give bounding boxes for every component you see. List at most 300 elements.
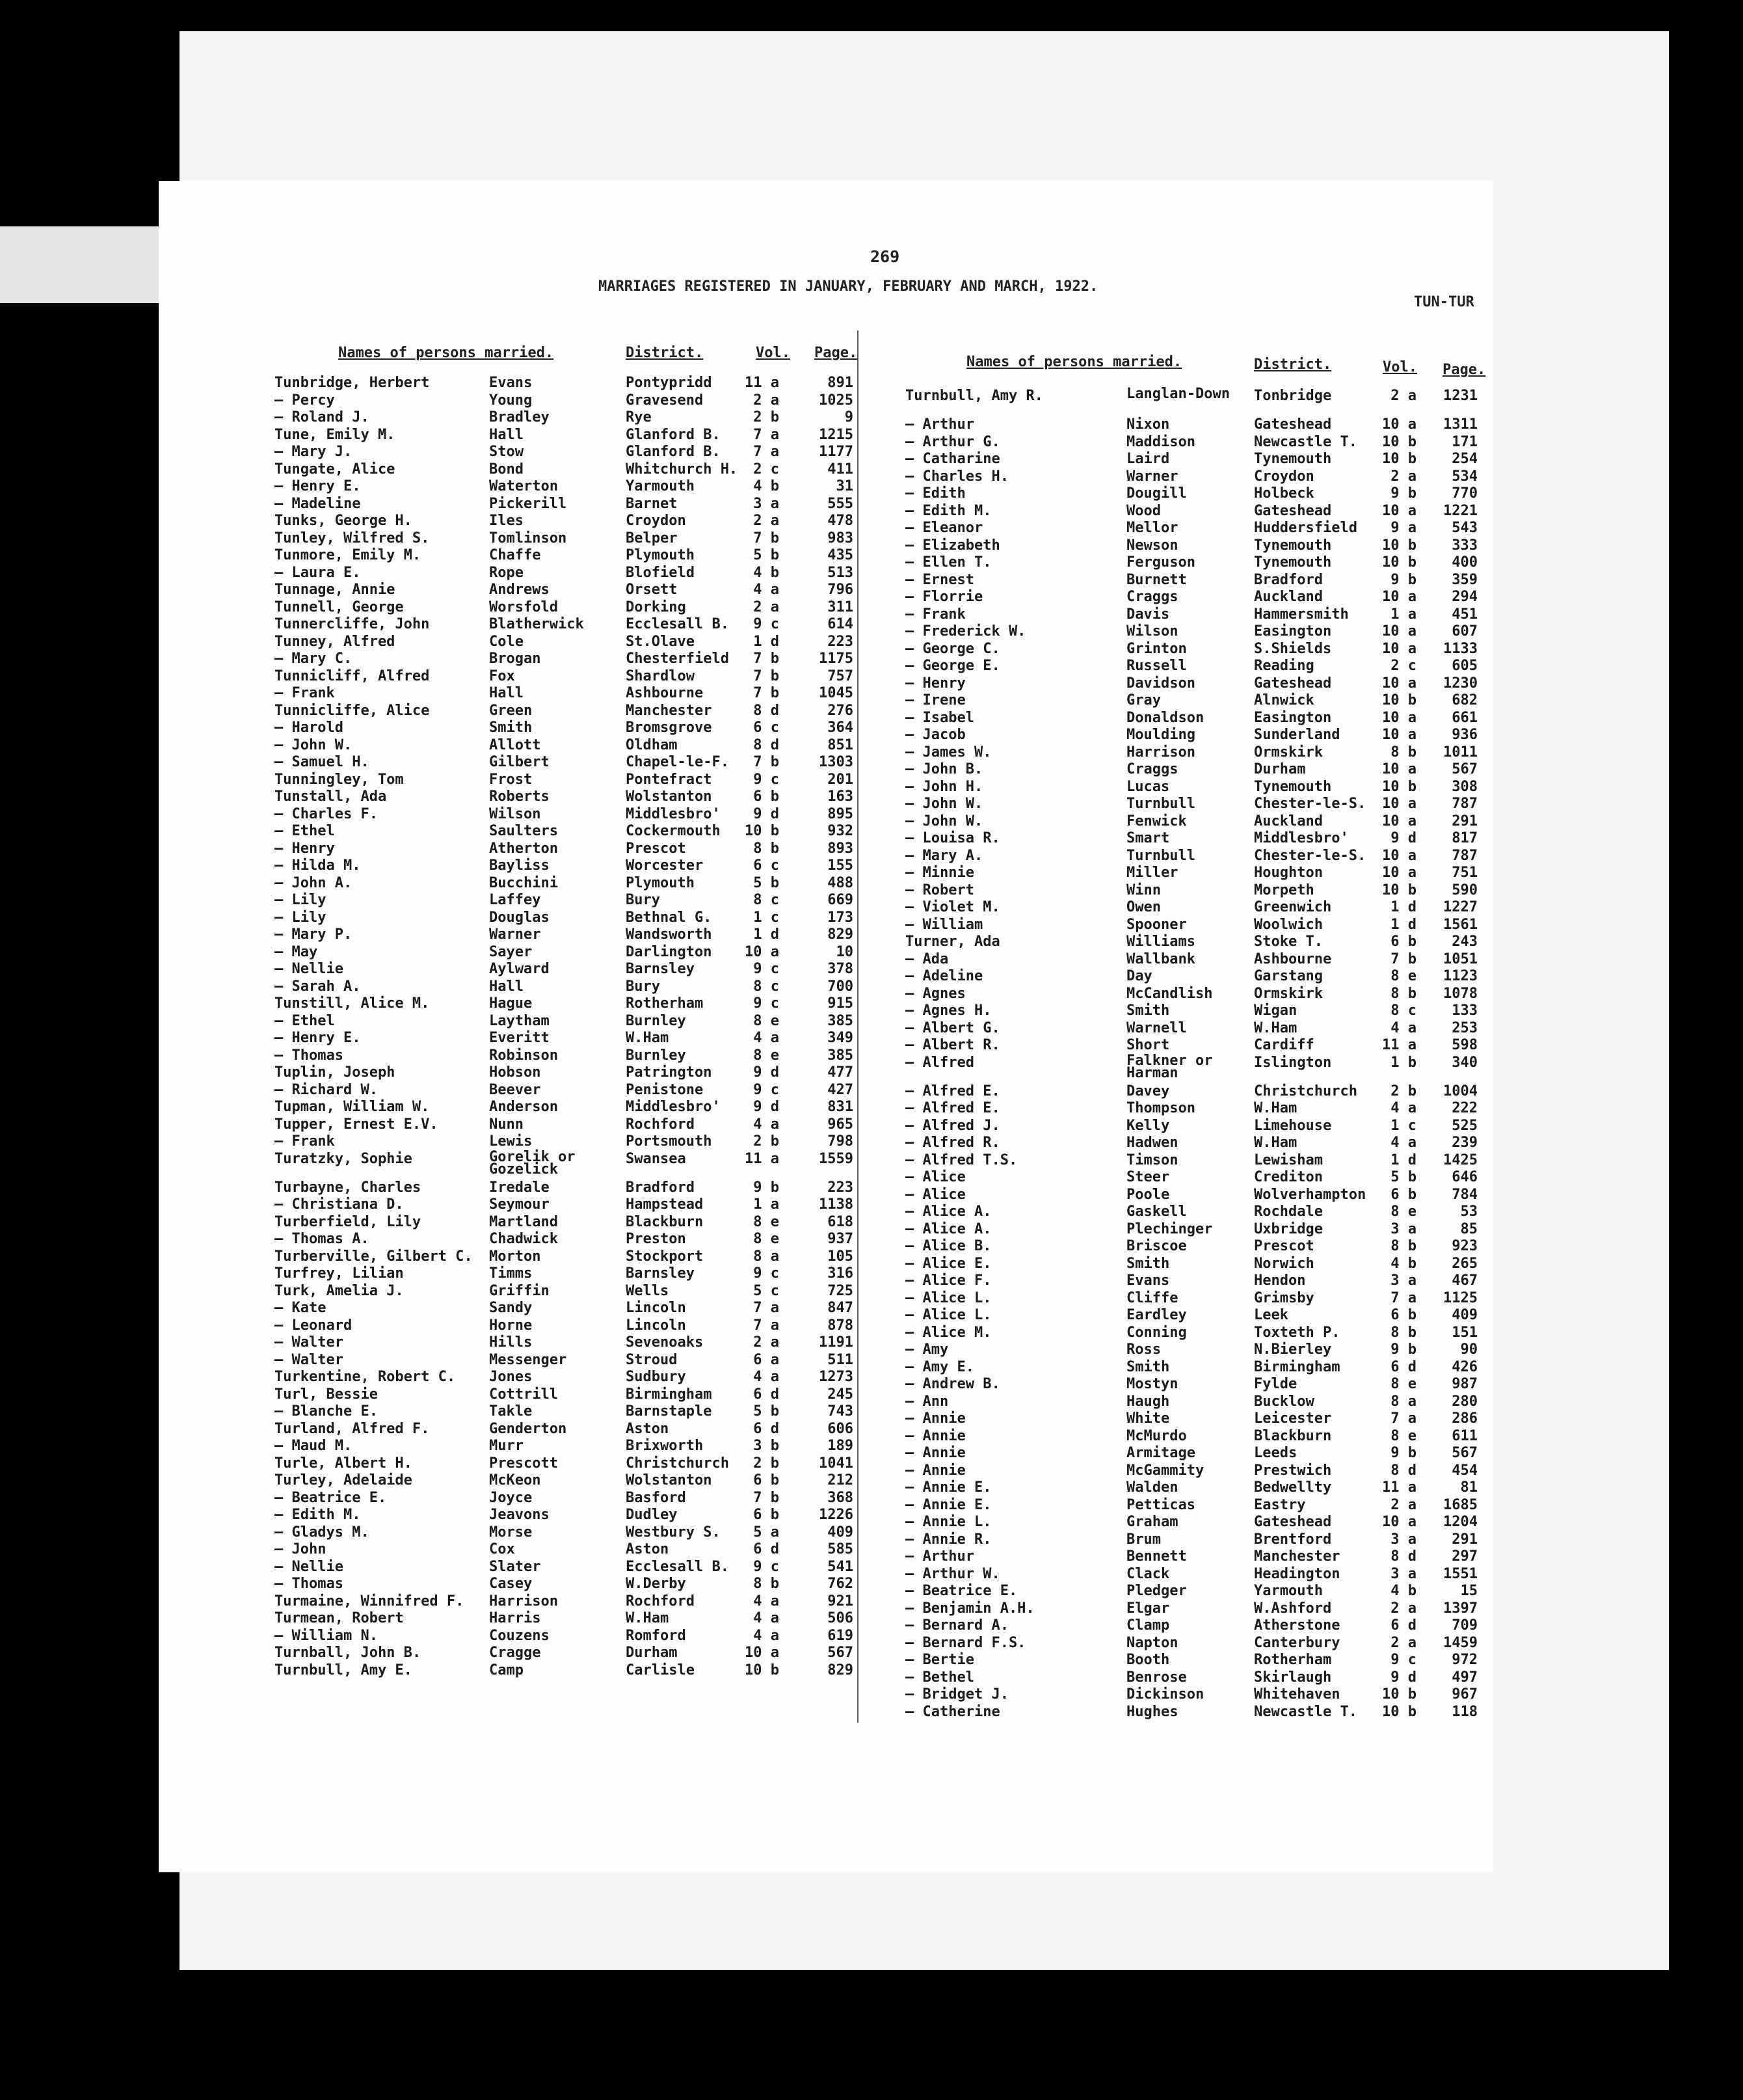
entry-spouse: Frost xyxy=(489,771,533,788)
entry-vol: 2 a xyxy=(1390,388,1417,404)
entry-name: — Mary A. xyxy=(905,847,983,864)
entry-page: 340 xyxy=(1452,1054,1478,1071)
entry-vol: 8 c xyxy=(1390,1003,1417,1019)
entry-vol: 1 d xyxy=(753,926,779,943)
entry-row xyxy=(905,520,1491,537)
entry-page: 611 xyxy=(1452,1427,1478,1444)
entry-name: Tunbridge, Herbert xyxy=(274,375,430,391)
entry-spouse: Casey xyxy=(489,1576,533,1592)
entry-vol: 10 a xyxy=(1382,416,1417,433)
entry-spouse: Smith xyxy=(489,720,533,736)
entry-name: — Alfred E. xyxy=(905,1100,1000,1116)
entry-row xyxy=(274,1662,860,1680)
entry-vol: 7 b xyxy=(1390,950,1417,967)
entry-row xyxy=(905,968,1491,986)
entry-name: — Isabel xyxy=(905,709,974,726)
entry-page: 1123 xyxy=(1443,968,1478,984)
entry-district: Prescot xyxy=(626,840,686,857)
entry-row xyxy=(905,1548,1491,1566)
entry-row xyxy=(274,1645,860,1662)
entry-row xyxy=(905,1083,1491,1101)
entry-row xyxy=(274,1490,860,1507)
entry-vol: 1 a xyxy=(1390,606,1417,623)
entry-page: 525 xyxy=(1452,1117,1478,1134)
entry-name: — Alice M. xyxy=(905,1324,992,1341)
right-entries xyxy=(905,388,1491,1721)
entry-name: Tunstall, Ada xyxy=(274,788,387,805)
entry-vol: 8 b xyxy=(753,840,779,857)
entry-district: Limehouse xyxy=(1254,1117,1332,1134)
entry-spouse: Allott xyxy=(489,736,541,753)
entry-district: Swansea xyxy=(626,1150,686,1167)
entry-row xyxy=(905,727,1491,744)
entry-row xyxy=(905,882,1491,900)
entry-spouse: Mellor xyxy=(1126,520,1178,536)
entry-vol: 4 a xyxy=(753,1030,779,1046)
entry-vol: 2 b xyxy=(753,1133,779,1150)
entry-row xyxy=(274,1133,860,1151)
entry-row xyxy=(274,496,860,513)
entry-spouse: Gilbert xyxy=(489,754,550,770)
entry-district: Plymouth xyxy=(626,874,695,891)
entry-spouse: Booth xyxy=(1126,1652,1170,1668)
entry-spouse: Fox xyxy=(489,667,515,684)
entry-vol: 10 b xyxy=(1382,778,1417,795)
entry-row xyxy=(274,909,860,927)
entry-name: Turnbull, Amy R. xyxy=(905,388,1043,404)
entry-vol: 5 b xyxy=(1390,1169,1417,1185)
entry-spouse: Wallbank xyxy=(1126,950,1195,967)
entry-spouse: Davidson xyxy=(1126,675,1195,692)
entry-row xyxy=(274,582,860,599)
entry-district: Crediton xyxy=(1254,1169,1323,1185)
entry-row xyxy=(274,1013,860,1030)
entry-vol: 6 d xyxy=(753,1420,779,1437)
entry-page: 477 xyxy=(827,1064,853,1081)
entry-spouse: Elgar xyxy=(1126,1600,1170,1617)
entry-district: Stockport xyxy=(626,1248,704,1265)
entry-spouse: Hall xyxy=(489,978,524,995)
entry-spouse: Martland xyxy=(489,1213,558,1230)
entry-page: 409 xyxy=(827,1524,853,1541)
entry-vol: 10 b xyxy=(1382,692,1417,708)
entry-name: Tune, Emily M. xyxy=(274,426,395,443)
entry-vol: 11 a xyxy=(745,1150,779,1167)
entry-row xyxy=(274,772,860,789)
entry-name: — Lily xyxy=(274,909,326,926)
entry-district: Auckland xyxy=(1254,589,1323,605)
entry-district: Ormskirk xyxy=(1254,744,1323,761)
entry-name: — Annie L. xyxy=(905,1514,992,1530)
entry-name: — Frank xyxy=(274,685,335,701)
entry-spouse: Clack xyxy=(1126,1565,1170,1582)
entry-row xyxy=(905,1635,1491,1652)
entry-row xyxy=(274,1334,860,1352)
entry-name: Turner, Ada xyxy=(905,934,1000,950)
entry-page: 223 xyxy=(827,1179,853,1196)
entry-page: 291 xyxy=(1452,1531,1478,1548)
entry-spouse: Evans xyxy=(489,375,533,391)
entry-vol: 11 a xyxy=(745,375,779,391)
entry-row xyxy=(274,1082,860,1099)
entry-page: 311 xyxy=(827,599,853,615)
entry-spouse: McKeon xyxy=(489,1472,541,1488)
entry-vol: 7 a xyxy=(753,426,779,443)
entry-district: Bucklow xyxy=(1254,1393,1314,1410)
entry-district: Patrington xyxy=(626,1064,712,1081)
entry-row xyxy=(905,1704,1491,1721)
entry-row xyxy=(905,1152,1491,1170)
entry-page: 967 xyxy=(1452,1686,1478,1703)
entry-page: 605 xyxy=(1452,658,1478,674)
entry-name: — Irene xyxy=(905,692,966,708)
entry-vol: 8 a xyxy=(753,1248,779,1265)
entry-district: Eastry xyxy=(1254,1496,1306,1513)
entry-vol: 9 c xyxy=(1390,1652,1417,1668)
entry-vol: 8 e xyxy=(753,1231,779,1247)
entry-row xyxy=(905,1445,1491,1462)
entry-page: 1025 xyxy=(819,392,853,409)
entry-row xyxy=(274,1386,860,1404)
entry-name: — Leonard xyxy=(274,1317,353,1334)
entry-page: 618 xyxy=(827,1213,853,1230)
entry-row xyxy=(905,848,1491,865)
entry-district: Newcastle T. xyxy=(1254,433,1357,450)
entry-spouse: Green xyxy=(489,702,533,719)
entry-row xyxy=(274,1576,860,1593)
entry-spouse: Andrews xyxy=(489,582,550,598)
entry-name: — Alfred xyxy=(905,1054,974,1071)
entry-vol: 7 b xyxy=(753,754,779,770)
entry-name: — Edith M. xyxy=(274,1507,361,1523)
entry-page: 891 xyxy=(827,375,853,391)
entry-district: Burnley xyxy=(626,1047,686,1064)
entry-spouse: Clamp xyxy=(1126,1617,1170,1634)
entry-district: Brentford xyxy=(1254,1531,1332,1548)
entry-page: 488 xyxy=(827,874,853,891)
entry-name: — John W. xyxy=(274,736,353,753)
entry-row xyxy=(274,616,860,634)
entry-spouse: Graham xyxy=(1126,1514,1178,1530)
entry-name: — Albert G. xyxy=(905,1019,1000,1036)
entry-row xyxy=(905,951,1491,969)
entry-name: — Kate xyxy=(274,1300,326,1316)
entry-row xyxy=(905,1187,1491,1204)
entry-page: 151 xyxy=(1452,1324,1478,1341)
entry-page: 646 xyxy=(1452,1169,1478,1185)
entry-row xyxy=(905,692,1491,710)
right-header-vol: Vol. xyxy=(1383,359,1417,375)
entry-row xyxy=(905,1307,1491,1325)
entry-row xyxy=(274,841,860,858)
entry-row xyxy=(274,788,860,806)
entry-row xyxy=(905,572,1491,589)
entry-name: — Edith xyxy=(905,485,966,502)
left-header-district: District. xyxy=(626,345,704,361)
entry-name: — Frederick W. xyxy=(905,623,1026,639)
entry-spouse: Griffin xyxy=(489,1282,550,1299)
entry-district: Gateshead xyxy=(1254,1514,1332,1530)
entry-row xyxy=(274,961,860,978)
entry-name: — Agnes H. xyxy=(905,1003,992,1019)
entry-name: — John W. xyxy=(905,813,983,829)
entry-spouse: Messenger xyxy=(489,1351,567,1368)
entry-district: Barnet xyxy=(626,495,678,512)
entry-row xyxy=(905,1169,1491,1187)
entry-spouse: Turnbull xyxy=(1126,796,1195,812)
entry-district: W.Ham xyxy=(1254,1019,1297,1036)
entry-vol: 10 b xyxy=(745,1662,779,1678)
entry-name: — Amy E. xyxy=(905,1358,974,1375)
entry-district: Gateshead xyxy=(1254,675,1332,692)
entry-name: — Mary P. xyxy=(274,926,353,943)
entry-name: — George C. xyxy=(905,640,1000,657)
entry-spouse: Miller xyxy=(1126,865,1178,881)
entry-name: — William N. xyxy=(274,1627,378,1644)
entry-district: W.Derby xyxy=(626,1576,686,1592)
entry-vol: 10 a xyxy=(1382,813,1417,829)
entry-name: — Alice A. xyxy=(905,1220,992,1237)
entry-vol: 9 b xyxy=(1390,571,1417,588)
page-number: 269 xyxy=(870,247,900,266)
entry-district: Blackburn xyxy=(1254,1427,1332,1444)
entry-row xyxy=(274,1179,860,1197)
entry-row xyxy=(905,1497,1491,1514)
entry-district: Preston xyxy=(626,1231,686,1247)
entry-row xyxy=(274,754,860,772)
entry-name: — Mary J. xyxy=(274,444,353,460)
entry-district: Bury xyxy=(626,892,660,908)
entry-district: Oldham xyxy=(626,736,678,753)
entry-page: 333 xyxy=(1452,537,1478,554)
entry-page: 796 xyxy=(827,582,853,598)
entry-name: Turland, Alfred F. xyxy=(274,1420,430,1437)
entry-vol: 6 b xyxy=(1390,1186,1417,1203)
entry-district: Croydon xyxy=(626,513,686,529)
entry-page: 385 xyxy=(827,1047,853,1064)
entry-spouse: Thompson xyxy=(1126,1100,1195,1116)
entry-spouse: Owen xyxy=(1126,899,1161,915)
entry-vol: 2 a xyxy=(753,392,779,409)
entry-spouse: Sayer xyxy=(489,943,533,960)
entry-spouse: Stow xyxy=(489,444,524,460)
entry-page: 831 xyxy=(827,1099,853,1115)
entry-page: 757 xyxy=(827,667,853,684)
entry-name: — Catharine xyxy=(905,451,1000,467)
entry-spouse: Hall xyxy=(489,685,524,701)
entry-page: 378 xyxy=(827,961,853,977)
entry-page: 725 xyxy=(827,1282,853,1299)
entry-row xyxy=(274,1403,860,1421)
entry-name: — George E. xyxy=(905,658,1000,674)
entry-page: 893 xyxy=(827,840,853,857)
entry-row xyxy=(274,1541,860,1559)
entry-spouse: Petticas xyxy=(1126,1496,1195,1513)
entry-row xyxy=(274,1524,860,1542)
entry-page: 368 xyxy=(827,1489,853,1506)
entry-spouse: Warner xyxy=(1126,468,1178,485)
entry-page: 817 xyxy=(1452,830,1478,846)
entry-page: 171 xyxy=(1452,433,1478,450)
entry-name: — Andrew B. xyxy=(905,1376,1000,1392)
entry-spouse: Cliffe xyxy=(1126,1289,1178,1306)
entry-page: 543 xyxy=(1452,520,1478,536)
entry-page: 895 xyxy=(827,805,853,822)
entry-spouse: Davis xyxy=(1126,606,1170,623)
entry-name: — Laura E. xyxy=(274,564,361,581)
entry-row xyxy=(905,623,1491,641)
entry-spouse: Warner xyxy=(489,926,541,943)
entry-vol: 9 c xyxy=(753,1265,779,1282)
entry-row xyxy=(274,375,860,392)
entry-page: 511 xyxy=(827,1351,853,1368)
entry-vol: 2 c xyxy=(753,461,779,478)
entry-page: 932 xyxy=(827,823,853,839)
entry-vol: 4 a xyxy=(753,1116,779,1133)
entry-vol: 9 c xyxy=(753,1558,779,1575)
entry-spouse: Timson xyxy=(1126,1151,1178,1168)
entry-row xyxy=(274,857,860,875)
entry-district: Wigan xyxy=(1254,1003,1297,1019)
entry-district: Chapel-le-F. xyxy=(626,754,729,770)
index-range: TUN-TUR xyxy=(1414,294,1474,310)
entry-page: 90 xyxy=(1460,1341,1478,1358)
right-header-district: District. xyxy=(1254,357,1332,373)
entry-page: 454 xyxy=(1452,1462,1478,1479)
entry-page: 851 xyxy=(827,736,853,753)
entry-district: Bury xyxy=(626,978,660,995)
entry-district: Skirlaugh xyxy=(1254,1669,1332,1686)
entry-district: W.Ham xyxy=(626,1610,669,1626)
entry-spouse: Laytham xyxy=(489,1012,550,1029)
entry-name: Turnball, John B. xyxy=(274,1645,421,1661)
entry-district: Blofield xyxy=(626,564,695,581)
entry-row xyxy=(905,1020,1491,1038)
entry-name: Turk, Amelia J. xyxy=(274,1282,404,1299)
entry-district: Wolverhampton xyxy=(1254,1186,1366,1203)
entry-row xyxy=(274,461,860,479)
entry-page: 467 xyxy=(1452,1272,1478,1289)
entry-page: 53 xyxy=(1460,1204,1478,1220)
entry-vol: 3 a xyxy=(753,495,779,512)
entry-district: Sevenoaks xyxy=(626,1334,704,1351)
entry-vol: 9 d xyxy=(1390,1669,1417,1686)
entry-vol: 8 b xyxy=(1390,985,1417,1002)
entry-vol: 1 d xyxy=(1390,899,1417,915)
entry-vol: 6 b xyxy=(1390,934,1417,950)
entry-row xyxy=(274,1148,860,1179)
entry-district: Morpeth xyxy=(1254,882,1314,898)
entry-vol: 8 b xyxy=(1390,744,1417,761)
entry-row xyxy=(905,1531,1491,1549)
entry-row xyxy=(905,1583,1491,1600)
entry-page: 787 xyxy=(1452,847,1478,864)
entry-spouse: Jones xyxy=(489,1369,533,1385)
entry-page: 614 xyxy=(827,616,853,632)
entry-page: 31 xyxy=(836,478,853,494)
entry-district: W.Ham xyxy=(1254,1135,1297,1151)
entry-spouse: Spooner xyxy=(1126,916,1187,933)
entry-row xyxy=(905,1686,1491,1704)
entry-name: — Annie xyxy=(905,1410,966,1427)
entry-vol: 9 d xyxy=(753,1064,779,1081)
entry-spouse: Nunn xyxy=(489,1116,524,1133)
entry-vol: 6 b xyxy=(753,1472,779,1488)
entry-row xyxy=(274,1214,860,1232)
right-header-names: Names of persons married. xyxy=(966,354,1182,370)
entry-spouse: Newson xyxy=(1126,537,1178,554)
entry-district: Penistone xyxy=(626,1081,704,1098)
entry-page: 189 xyxy=(827,1438,853,1454)
entry-row xyxy=(274,1231,860,1248)
entry-page: 847 xyxy=(827,1300,853,1316)
entry-spouse: Nixon xyxy=(1126,416,1170,433)
entry-district: Rye xyxy=(626,409,652,425)
entry-name: — Louisa R. xyxy=(905,830,1000,846)
entry-district: Barnstaple xyxy=(626,1403,712,1420)
entry-page: 451 xyxy=(1452,606,1478,623)
entry-spouse: Joyce xyxy=(489,1489,533,1506)
entry-vol: 10 a xyxy=(1382,761,1417,777)
entry-spouse: Bucchini xyxy=(489,874,558,891)
entry-name: Turatzky, Sophie xyxy=(274,1150,412,1167)
entry-spouse: Steer xyxy=(1126,1169,1170,1185)
entry-row xyxy=(274,944,860,962)
left-entries xyxy=(274,375,860,1679)
entry-district: Grimsby xyxy=(1254,1289,1314,1306)
entry-name: — Arthur xyxy=(905,1548,974,1565)
entry-district: Chester-le-S. xyxy=(1254,796,1366,812)
entry-page: 567 xyxy=(827,1645,853,1661)
entry-district: Sudbury xyxy=(626,1369,686,1385)
entry-vol: 6 c xyxy=(753,857,779,874)
entry-district: Easington xyxy=(1254,709,1332,726)
entry-district: Gateshead xyxy=(1254,416,1332,433)
entry-spouse: Cottrill xyxy=(489,1386,558,1403)
entry-row xyxy=(274,1507,860,1524)
entry-district: Cardiff xyxy=(1254,1037,1314,1053)
entry-spouse: Worsfold xyxy=(489,599,558,615)
entry-name: — Frank xyxy=(905,606,966,623)
entry-page: 1559 xyxy=(819,1150,853,1167)
entry-row xyxy=(274,1438,860,1455)
entry-row xyxy=(274,1300,860,1317)
entry-spouse: Winn xyxy=(1126,882,1161,898)
entry-vol: 8 c xyxy=(753,978,779,995)
entry-spouse: Bradley xyxy=(489,409,550,425)
entry-vol: 11 a xyxy=(1382,1037,1417,1053)
entry-name: — Alice A. xyxy=(905,1204,992,1220)
entry-name: — Henry xyxy=(274,840,335,857)
entry-name: — Annie R. xyxy=(905,1531,992,1548)
entry-vol: 8 d xyxy=(753,736,779,753)
entry-vol: 1 d xyxy=(1390,916,1417,933)
entry-name: Turbayne, Charles xyxy=(274,1179,421,1196)
entry-row xyxy=(905,1410,1491,1428)
entry-vol: 7 a xyxy=(753,1300,779,1316)
entry-vol: 9 d xyxy=(1390,830,1417,846)
entry-name: — William xyxy=(905,916,983,933)
entry-spouse: Iredale xyxy=(489,1179,550,1196)
entry-row xyxy=(905,1204,1491,1221)
entry-name: — Ernest xyxy=(905,571,974,588)
entry-name: — Alfred J. xyxy=(905,1117,1000,1134)
entry-name: Turle, Albert H. xyxy=(274,1455,412,1472)
entry-vol: 6 c xyxy=(753,720,779,736)
entry-vol: 9 c xyxy=(753,771,779,788)
entry-name: — James W. xyxy=(905,744,992,761)
entry-row xyxy=(274,978,860,996)
